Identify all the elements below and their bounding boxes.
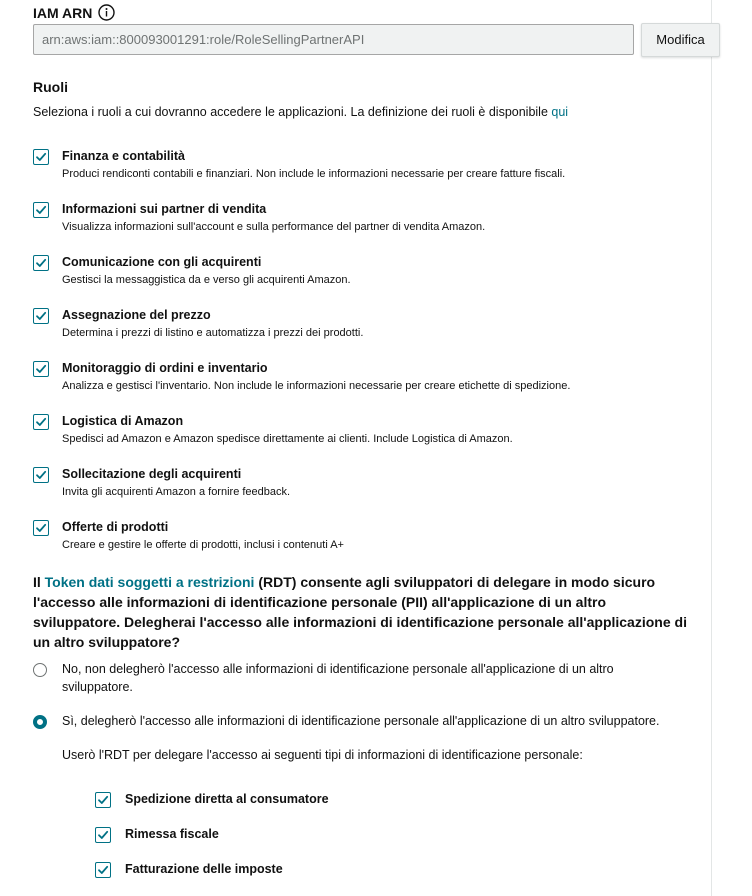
checkmark-icon	[35, 257, 47, 269]
checkmark-icon	[35, 204, 47, 216]
role-checkbox[interactable]	[33, 467, 49, 483]
role-checkbox[interactable]	[33, 255, 49, 271]
rdt-question-prefix: Il	[33, 574, 45, 590]
role-checkbox[interactable]	[33, 414, 49, 430]
roles-definition-link[interactable]: qui	[551, 105, 569, 119]
role-description: Creare e gestire le offerte di prodotti, inclusi i contenuti A+	[62, 539, 344, 551]
role-description: Analizza e gestisci l'inventario. Non include le informazioni necessarie per creare etichette di spedizione.	[62, 380, 571, 392]
role-title[interactable]: Assegnazione del prezzo	[62, 308, 211, 322]
role-title[interactable]: Logistica di Amazon	[62, 414, 184, 428]
role-checkbox[interactable]	[33, 520, 49, 536]
role-title[interactable]: Sollecitazione degli acquirenti	[62, 467, 242, 481]
iam-arn-field[interactable]	[33, 24, 634, 55]
role-title[interactable]: Informazioni sui partner di vendita	[62, 202, 267, 216]
rdt-question-text: (RDT) consente agli sviluppatori di delegare in modo sicuro l'accesso alle informazioni di identificazione personale (PII) all'applicazione di un altro sviluppatore. Delegherai l'accesso alle informazioni di identificazione personale all'applicazione di un altro sviluppatore?	[33, 574, 687, 650]
pii-title[interactable]: Fatturazione delle imposte	[125, 862, 283, 876]
checkmark-icon	[97, 794, 109, 806]
role-checkbox[interactable]	[33, 308, 49, 324]
rdt-link[interactable]: Token dati soggetti a restrizioni	[44, 574, 255, 590]
iam-arn-label-row	[33, 4, 115, 21]
role-description: Determina i prezzi di listino e automatizza i prezzi dei prodotti.	[62, 327, 364, 339]
role-description: Produci rendiconti contabili e finanziari. Non include le informazioni necessarie per creare fatture fiscali.	[62, 168, 566, 180]
radio-yes-label[interactable]: Sì, delegherò l'accesso alle informazioni di identificazione personale all'applicazione di un altro sviluppatore.	[62, 714, 660, 728]
checkmark-icon	[97, 864, 109, 876]
roles-description	[33, 105, 568, 119]
role-description: Visualizza informazioni sull'account e sulla performance del partner di vendita Amazon.	[62, 221, 486, 233]
checkmark-icon	[97, 829, 109, 841]
role-checkbox[interactable]	[33, 202, 49, 218]
roles-description-text: Seleziona i ruoli a cui dovranno accedere le applicazioni. La definizione dei ruoli è disponibile	[33, 105, 552, 119]
pii-title[interactable]: Rimessa fiscale	[125, 827, 219, 841]
radio-no[interactable]	[33, 663, 47, 677]
role-title[interactable]: Monitoraggio di ordini e inventario	[62, 361, 268, 375]
pii-checkbox[interactable]	[95, 792, 111, 808]
pii-title[interactable]: Spedizione diretta al consumatore	[125, 792, 329, 806]
role-description: Spedisci ad Amazon e Amazon spedisce direttamente ai clienti. Include Logistica di Amazon.	[62, 433, 513, 445]
checkmark-icon	[35, 469, 47, 481]
info-icon[interactable]	[98, 4, 115, 21]
pii-intro: Userò l'RDT per delegare l'accesso ai seguenti tipi di informazioni di identificazione personale:	[62, 748, 583, 762]
radio-yes[interactable]	[33, 715, 47, 729]
checkmark-icon	[35, 416, 47, 428]
checkmark-icon	[35, 363, 47, 375]
role-checkbox[interactable]	[33, 361, 49, 377]
role-checkbox[interactable]	[33, 149, 49, 165]
checkmark-icon	[35, 151, 47, 163]
pii-checkbox[interactable]	[95, 862, 111, 878]
panel-divider	[711, 0, 712, 896]
rdt-question	[33, 572, 693, 652]
pii-checkbox[interactable]	[95, 827, 111, 843]
edit-button[interactable]: Modifica	[641, 23, 720, 57]
iam-arn-label: IAM ARN	[33, 4, 93, 21]
role-title[interactable]: Finanza e contabilità	[62, 149, 185, 163]
checkmark-icon	[35, 522, 47, 534]
role-title[interactable]: Comunicazione con gli acquirenti	[62, 255, 262, 269]
radio-no-label[interactable]: No, non delegherò l'accesso alle informazioni di identificazione personale all'applicazione di un altro sviluppatore.	[62, 662, 614, 694]
role-title[interactable]: Offerte di prodotti	[62, 520, 169, 534]
checkmark-icon	[35, 310, 47, 322]
roles-heading: Ruoli	[33, 79, 68, 95]
role-description: Invita gli acquirenti Amazon a fornire feedback.	[62, 486, 291, 498]
role-description: Gestisci la messaggistica da e verso gli acquirenti Amazon.	[62, 274, 351, 286]
